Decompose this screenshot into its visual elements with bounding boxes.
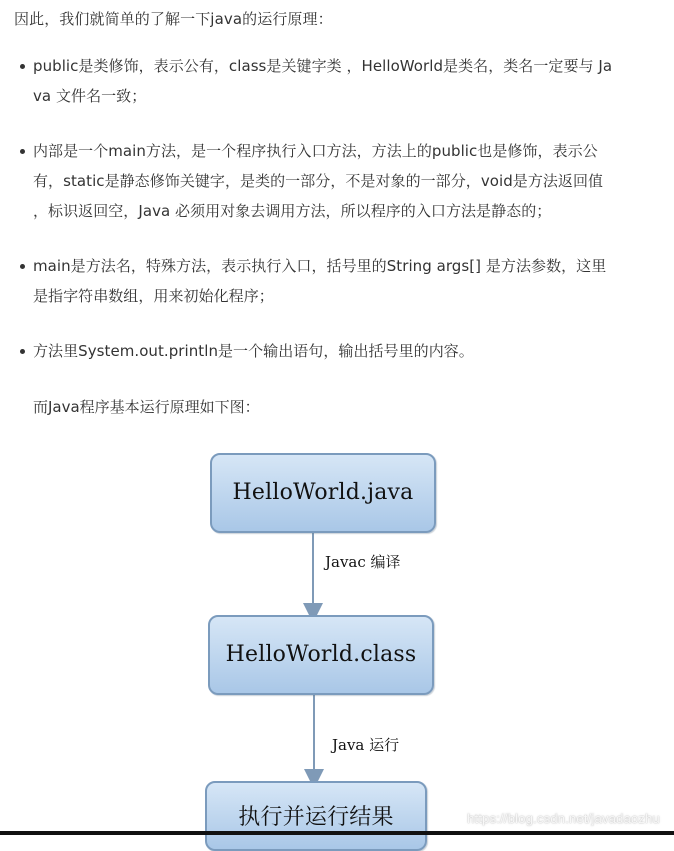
list-item xyxy=(18,51,643,111)
flow-node: HelloWorld.java xyxy=(210,453,436,533)
text-line: 内部是一个main方法，是一个程序执行入口方法，方法上的public也是修饰，表示公 xyxy=(33,142,598,160)
text-line: ，标识返回空，Java 必须用对象去调用方法，所以程序的入口方法是静态的； xyxy=(33,202,552,220)
list-item-text xyxy=(33,51,638,111)
text-line: va 文件名一致； xyxy=(33,87,147,105)
bullet-icon xyxy=(20,149,25,154)
list-item xyxy=(18,336,643,366)
flow-edge-label: Java 运行 xyxy=(332,736,400,754)
list-item xyxy=(18,251,643,311)
intro-text: 因此，我们就简单的了解一下java的运行原理： xyxy=(14,10,333,28)
bullet-icon xyxy=(20,264,25,269)
bottom-divider xyxy=(0,831,674,835)
list-item-text xyxy=(33,251,638,311)
list-item xyxy=(18,136,643,226)
flow-edge-label: Javac 编译 xyxy=(325,553,401,571)
diagram-caption: 而Java程序基本运行原理如下图： xyxy=(33,398,260,416)
list-item-text xyxy=(33,136,638,226)
watermark: https://blog.csdn.net/javadaozhu xyxy=(467,811,660,826)
flow-node: 执行并运行结果 xyxy=(205,781,427,851)
flow-node: HelloWorld.class xyxy=(208,615,434,695)
bullet-icon xyxy=(20,349,25,354)
text-line: 方法里System.out.println是一个输出语句，输出括号里的内容。 xyxy=(33,342,474,360)
text-line: public是类修饰，表示公有，class是关键字类 ，HelloWorld是类名，类名一定要与 Ja xyxy=(33,57,613,75)
bullet-icon xyxy=(20,64,25,69)
text-line: 是指字符串数组，用来初始化程序； xyxy=(33,287,274,305)
list-item-text xyxy=(33,336,638,366)
text-line: main是方法名，特殊方法，表示执行入口，括号里的String args[] 是方法参数，这里 xyxy=(33,257,607,275)
text-line: 有，static是静态修饰关键字，是类的一部分，不是对象的一部分，void是方法返回值 xyxy=(33,172,604,190)
